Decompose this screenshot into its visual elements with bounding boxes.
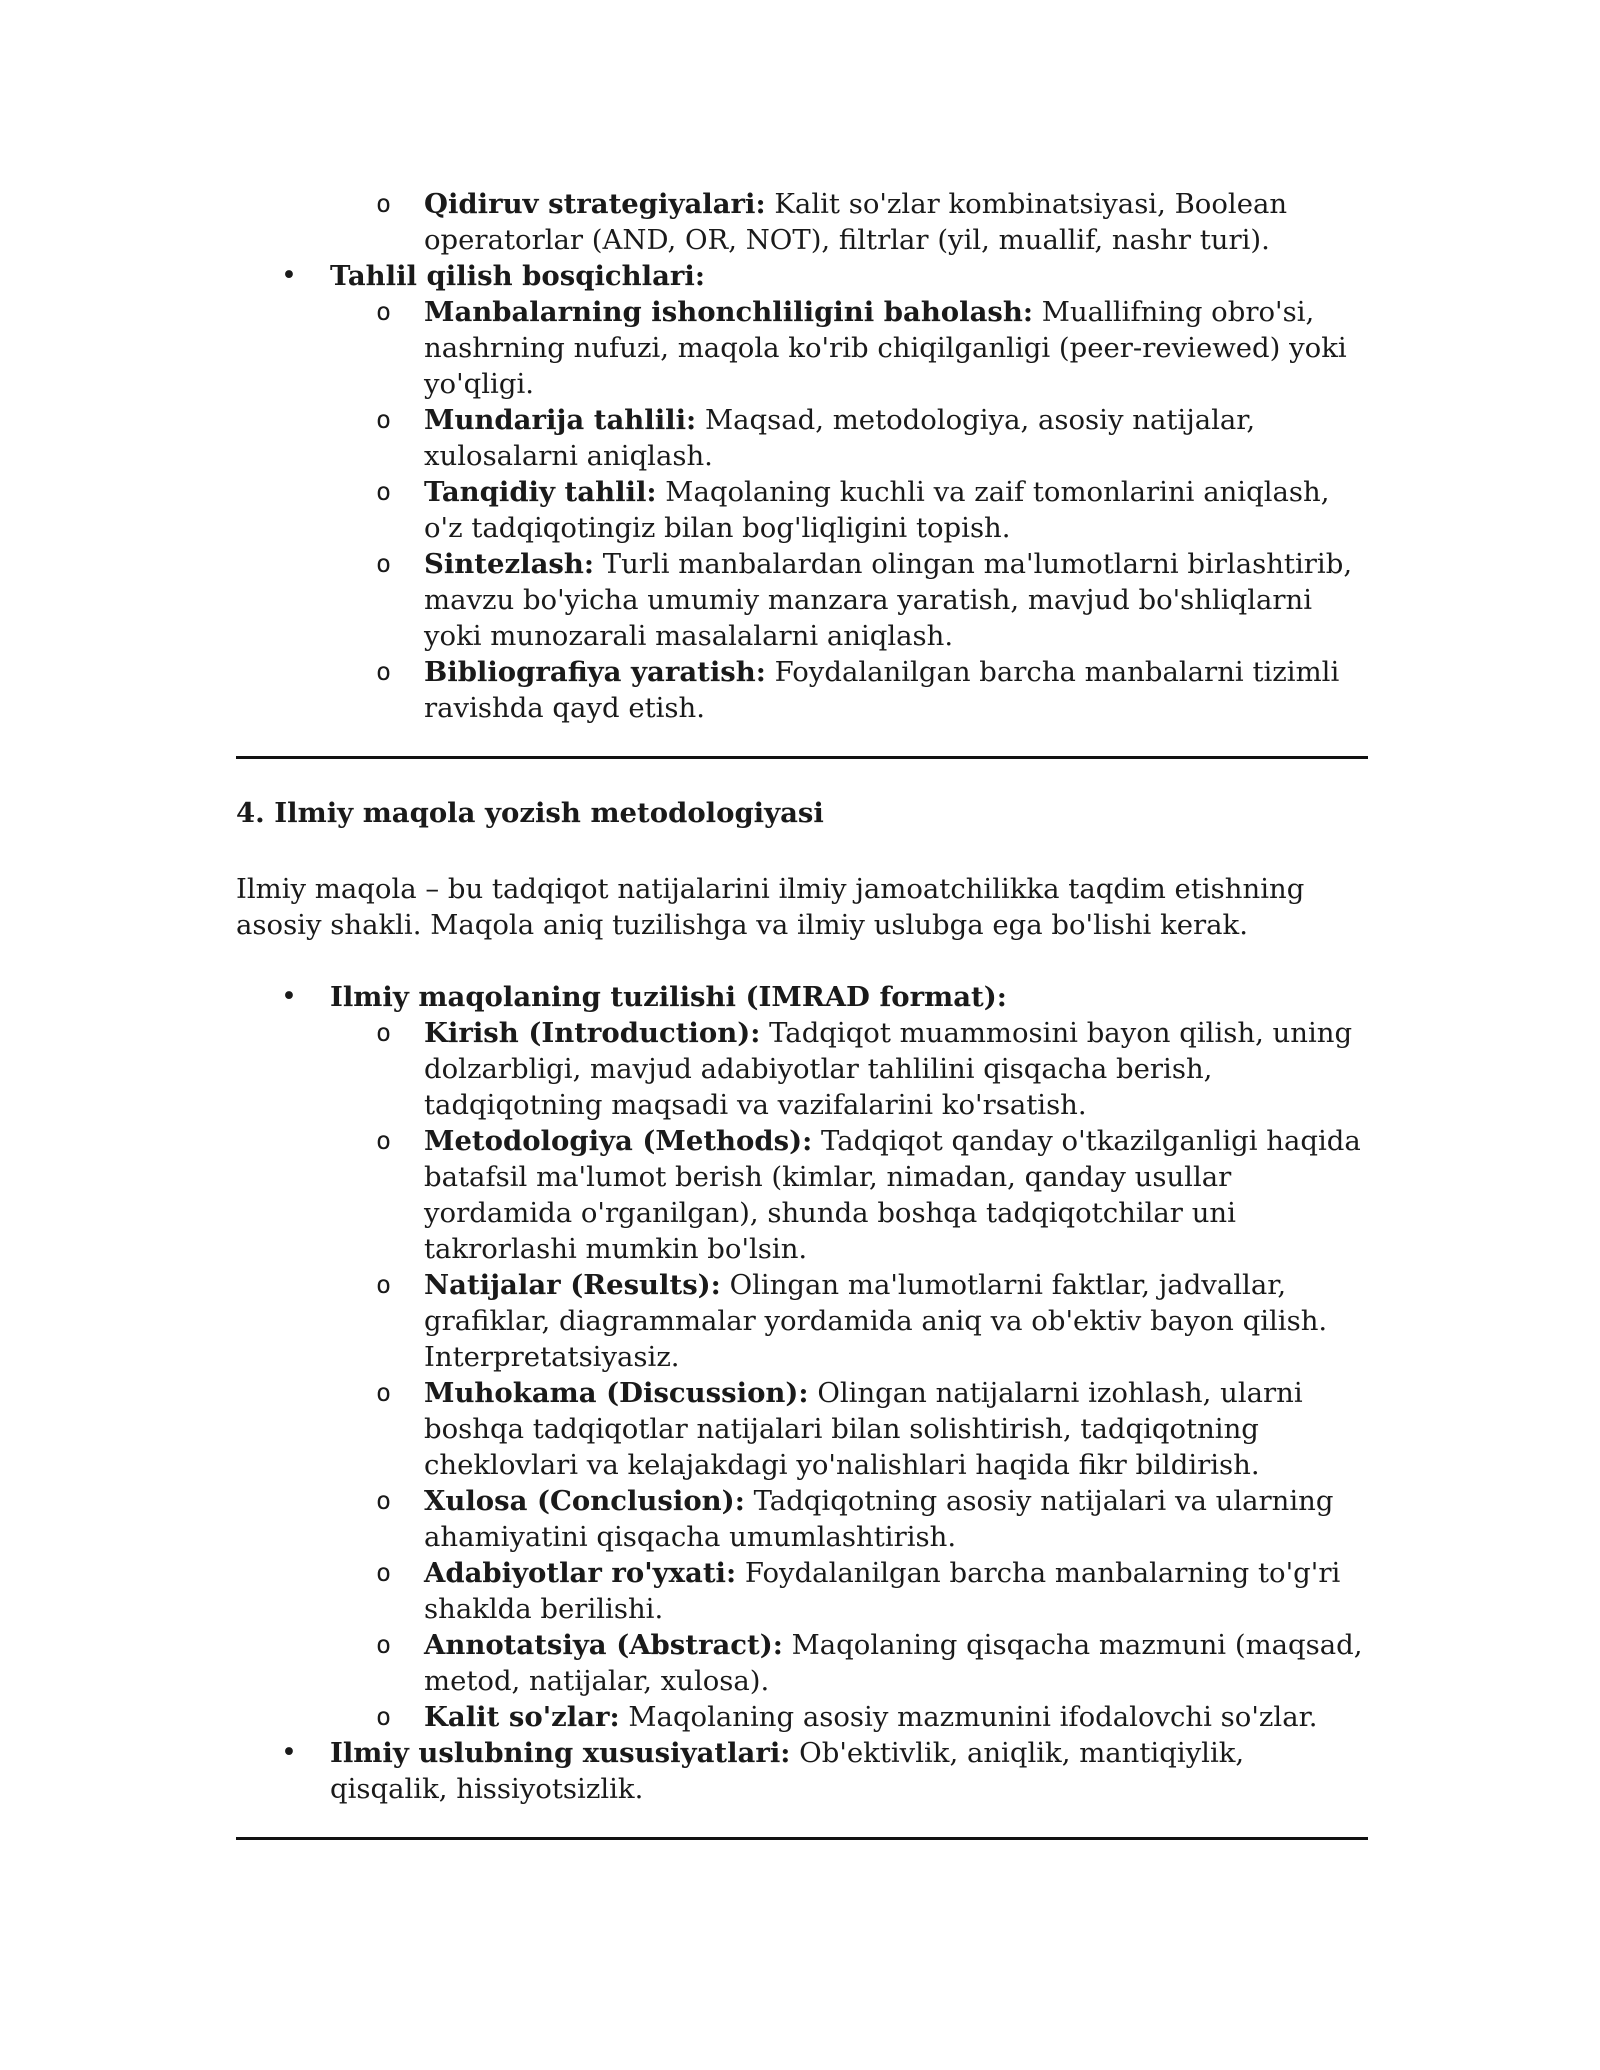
- list-item-analysis-stages: [236, 258, 1368, 294]
- sub-marker: o: [376, 189, 392, 218]
- sub-marker: o: [376, 1378, 392, 1407]
- sub-marker: o: [376, 1018, 392, 1047]
- list-item: [236, 1699, 1368, 1735]
- item-text: Ob'ektivlik, aniqlik, mantiqiylik, qisqalik, hissiyotsizlik.: [330, 1737, 1245, 1805]
- sub-marker: o: [376, 549, 392, 578]
- list-item: [236, 654, 1368, 726]
- item-label: Muhokama (Discussion):: [424, 1377, 809, 1409]
- list-item: [236, 402, 1368, 474]
- item-text: Olingan ma'lumotlarni faktlar, jadvallar, grafiklar, diagrammalar yordamida aniq va ob'ektiv bayon qilish. Interpretatsiyasiz.: [424, 1269, 1328, 1373]
- list-item-scientific-style: [236, 1735, 1368, 1807]
- item-label: Ilmiy uslubning xususiyatlari:: [330, 1737, 791, 1769]
- item-text: Foydalanilgan barcha manbalarning to'g'ri shaklda berilishi.: [424, 1557, 1341, 1625]
- item-text: Maqolaning kuchli va zaif tomonlarini aniqlash, o'z tadqiqotingiz bilan bog'liqligini topish.: [424, 476, 1330, 544]
- item-label: Annotatsiya (Abstract):: [424, 1629, 783, 1661]
- list-item: [236, 546, 1368, 654]
- list-item-imrad-structure: [236, 979, 1368, 1015]
- item-text: Maqsad, metodologiya, asosiy natijalar, xulosalarni aniqlash.: [424, 404, 1256, 472]
- item-label: Adabiyotlar ro'yxati:: [424, 1557, 737, 1589]
- item-text: Olingan natijalarni izohlash, ularni boshqa tadqiqotlar natijalari bilan solishtirish, tadqiqotning cheklovlari va kelajakdagi yo'nalishlari haqida fikr bildirish.: [424, 1377, 1303, 1481]
- sub-marker: o: [376, 1630, 392, 1659]
- item-text: Foydalanilgan barcha manbalarni tizimli ravishda qayd etish.: [424, 656, 1340, 724]
- item-text: Maqolaning asosiy mazmunini ifodalovchi so'zlar.: [619, 1701, 1318, 1733]
- sub-marker: o: [376, 405, 392, 434]
- list-item-search-strategies: [236, 186, 1368, 258]
- list-item: [236, 474, 1368, 546]
- item-text: Tadqiqot qanday o'tkazilganligi haqida batafsil ma'lumot berish (kimlar, nimadan, qanday usullar yordamida o'rganilgan), shunda boshqa tadqiqotchilar uni takrorlashi mumkin bo'lsin.: [424, 1125, 1361, 1265]
- item-label: Natijalar (Results):: [424, 1269, 721, 1301]
- sub-marker: o: [376, 1270, 392, 1299]
- horizontal-rule: [236, 1837, 1368, 1840]
- sub-marker: o: [376, 657, 392, 686]
- list-item: [236, 1123, 1368, 1267]
- item-label: Ilmiy maqolaning tuzilishi (IMRAD format):: [330, 981, 1007, 1013]
- intro-paragraph: Ilmiy maqola – bu tadqiqot natijalarini ilmiy jamoatchilikka taqdim etishning asosiy shakli. Maqola aniq tuzilishga va ilmiy uslubga ega bo'lishi kerak.: [236, 873, 1305, 941]
- item-label: Sintezlash:: [424, 548, 595, 580]
- item-label: Tanqidiy tahlil:: [424, 476, 657, 508]
- sub-marker: o: [376, 297, 392, 326]
- list-item: [236, 1555, 1368, 1627]
- page-content: [236, 186, 1368, 1840]
- item-label: Manbalarning ishonchliligini baholash:: [424, 296, 1034, 328]
- section-heading: 4. Ilmiy maqola yozish metodologiyasi: [236, 797, 824, 829]
- item-text: Turli manbalardan olingan ma'lumotlarni birlashtirib, mavzu bo'yicha umumiy manzara yaratish, mavjud bo'shliqlarni yoki munozarali masalalarni aniqlash.: [424, 548, 1353, 652]
- sub-marker: o: [376, 477, 392, 506]
- list-item: [236, 1267, 1368, 1375]
- item-text: Tadqiqot muammosini bayon qilish, uning dolzarbligi, mavjud adabiyotlar tahlilini qisqacha berish, tadqiqotning maqsadi va vazifalarini ko'rsatish.: [424, 1017, 1353, 1121]
- list-item: [236, 1627, 1368, 1699]
- bullet-marker: •: [281, 981, 297, 1012]
- sub-marker: o: [376, 1486, 392, 1515]
- sub-marker: o: [376, 1126, 392, 1155]
- item-text: Kalit so'zlar kombinatsiyasi, Boolean operatorlar (AND, OR, NOT), filtrlar (yil, muallif, nashr turi).: [424, 188, 1288, 256]
- item-label: Qidiruv strategiyalari:: [424, 188, 766, 220]
- bullet-marker: •: [281, 260, 297, 291]
- item-label: Bibliografiya yaratish:: [424, 656, 766, 688]
- item-label: Metodologiya (Methods):: [424, 1125, 813, 1157]
- item-label: Kirish (Introduction):: [424, 1017, 761, 1049]
- bullet-marker: •: [281, 1737, 297, 1768]
- item-label: Kalit so'zlar:: [424, 1701, 620, 1733]
- item-text: Tadqiqotning asosiy natijalari va ularning ahamiyatini qisqacha umumlashtirish.: [424, 1485, 1334, 1553]
- horizontal-rule: [236, 756, 1368, 759]
- item-label: Xulosa (Conclusion):: [424, 1485, 745, 1517]
- list-item: [236, 1483, 1368, 1555]
- list-item: [236, 1015, 1368, 1123]
- list-item: [236, 294, 1368, 402]
- item-label: Mundarija tahlili:: [424, 404, 697, 436]
- item-text: Muallifning obro'si, nashrning nufuzi, maqola ko'rib chiqilganligi (peer-reviewed) yoki yo'qligi.: [424, 296, 1347, 400]
- item-label: Tahlil qilish bosqichlari:: [330, 260, 705, 292]
- sub-marker: o: [376, 1702, 392, 1731]
- list-item: [236, 1375, 1368, 1483]
- sub-marker: o: [376, 1558, 392, 1587]
- item-text: Maqolaning qisqacha mazmuni (maqsad, metod, natijalar, xulosa).: [424, 1629, 1363, 1697]
